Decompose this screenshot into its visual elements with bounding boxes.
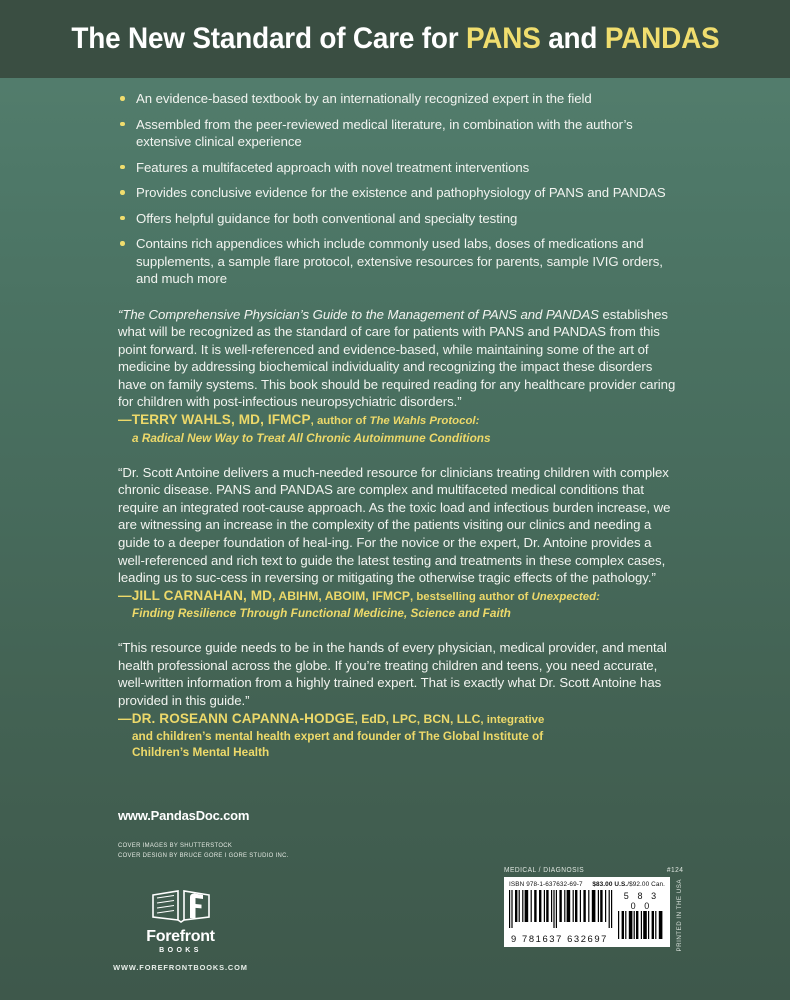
- attribution-role: , bestselling author of: [410, 590, 532, 603]
- attribution-name: —TERRY WAHLS, MD, IFMCP: [118, 412, 311, 428]
- header-band: [0, 0, 790, 78]
- list-item: Features a multifaceted approach with novel treatment interventions: [118, 159, 678, 177]
- publisher-logo-block: [113, 884, 248, 972]
- addon5-digits: 5 8 3 0 0: [623, 891, 660, 911]
- testimonial-text: “This resource guide needs to be in the hands of every physician, medical provider, and mental health professional across the globe. If you’re treating children and teens, you need accurate, well-written information from a highly trained expert. That is exactly what Dr. Scott Antoine has provided in this guide.”: [118, 640, 667, 708]
- barcode-block: [504, 865, 684, 952]
- testimonial-text: “Dr. Scott Antoine delivers a much-needed resource for clinicians treating children with complex chronic disease. PANS and PANDAS are complex and multifaceted medical conditions that require an integrated root-cause approach. As the toxic load and infectious burden increase, we are witnessing an increase in the complexity of the patients visiting our clinics and needing a guide to a deeper foundation of heal-ing. For the novice or the expert, Dr. Antoine provides a well-referenced and rich text to guide the latest testing and treatments in these complex cases, leading us to suc-cess in reversing or mitigating the otherwise tragic effects of the pathology.”: [118, 464, 671, 586]
- publisher-name: Forefront: [146, 928, 215, 945]
- testimonial-carnahan: [118, 464, 678, 622]
- printed-in-usa-label: PRINTED IN THE USA: [676, 879, 683, 952]
- price-can: $92.00 Can.: [629, 881, 665, 888]
- cover-content: [118, 90, 678, 760]
- ean13-barcode-icon: [509, 890, 613, 928]
- testimonial-book-title: “The Comprehensive Physician’s Guide to the Management of PANS and PANDAS: [118, 306, 599, 322]
- cover-credits: [118, 841, 289, 861]
- attribution-credentials: , EdD, LPC, BCN, LLC: [354, 711, 481, 726]
- attribution-subtitle-2: Children’s Mental Health: [132, 745, 270, 760]
- list-item: Provides conclusive evidence for the existence and pathophysiology of PANS and PANDAS: [118, 184, 678, 202]
- price-separator: /: [627, 881, 630, 888]
- price-us: $83.00 U.S.: [592, 881, 628, 888]
- testimonial-attribution: [118, 412, 678, 430]
- bisac-code: #124: [666, 865, 684, 874]
- addon5-barcode-icon: [618, 911, 664, 939]
- attribution-name: —JILL CARNAHAN, MD: [118, 587, 273, 603]
- attribution-name: —DR. ROSEANN CAPANNA-HODGE: [118, 710, 355, 726]
- author-website-link[interactable]: www.PandasDoc.com: [118, 808, 250, 823]
- testimonial-body: establishes what will be recognized as the standard of care for patients with PANS and PANDAS from this point forward. It is well-referenced and evidence-based, while maintaining some of the art of medicine by addressing biochemical individuality and recognizing the impact these disorders have on family systems. This book should be required reading for any healthcare provider caring for children with post-infectious neuropsychiatric disorders.”: [118, 306, 676, 410]
- isbn-price-row: [509, 881, 665, 888]
- credit-line-images: COVER IMAGES BY SHUTTERSTOCK: [118, 842, 233, 849]
- title-part-2: and: [540, 22, 605, 55]
- attribution-role: , author of: [310, 415, 370, 428]
- barcode-bars-wrap: [509, 890, 665, 944]
- testimonial-attribution: [118, 711, 678, 729]
- title-part-1: The New Standard of Care for: [70, 22, 466, 55]
- list-item: Assembled from the peer-reviewed medical literature, in combination with the author’s extensive clinical experience: [118, 116, 678, 151]
- attribution-work: Unexpected:: [531, 590, 600, 603]
- attribution-subtitle: Finding Resilience Through Functional Medicine, Science and Faith: [132, 606, 511, 621]
- barcode-white-box: [504, 877, 670, 947]
- testimonial-wahls: [118, 306, 678, 446]
- attribution-subtitle: a Radical New Way to Treat All Chronic Autoimmune Conditions: [132, 430, 491, 445]
- bisac-category: MEDICAL / DIAGNOSIS: [504, 865, 585, 874]
- testimonial-attribution: [118, 588, 678, 606]
- attribution-credentials: , ABIHM, ABOIM, IFMCP: [272, 588, 410, 603]
- isbn-number: ISBN 978-1-637632-69-7: [509, 881, 583, 888]
- page-title: [71, 22, 719, 56]
- attribution-work: The Wahls Protocol:: [369, 415, 480, 428]
- list-item: An evidence-based textbook by an internationally recognized expert in the field: [118, 90, 678, 108]
- testimonial-capanna-hodge: [118, 639, 678, 760]
- publisher-website[interactable]: WWW.FOREFRONTBOOKS.COM: [113, 963, 248, 972]
- list-item: Contains rich appendices which include commonly used labs, doses of medications and supplements, a sample flare protocol, extensive resources for parents, sample IVIG orders, and much more: [118, 235, 678, 288]
- title-highlight-pandas: PANDAS: [604, 22, 720, 55]
- addon5-group: [618, 891, 665, 944]
- ean13-group: [509, 890, 613, 944]
- ean13-digits: 9 781637 632697: [511, 933, 608, 944]
- publisher-subtitle: BOOKS: [159, 947, 202, 954]
- testimonial-text: [118, 306, 678, 412]
- attribution-role: , integrative: [480, 713, 545, 726]
- list-item: Offers helpful guidance for both conventional and specialty testing: [118, 210, 678, 228]
- title-highlight-pans: PANS: [465, 22, 541, 55]
- open-book-icon: [150, 884, 212, 926]
- price-group: [592, 881, 665, 888]
- attribution-subtitle: and children’s mental health expert and founder of The Global Institute of: [132, 729, 544, 744]
- credit-line-design: COVER DESIGN BY BRUCE GORE I GORE STUDIO INC.: [118, 852, 289, 859]
- feature-bullet-list: [118, 90, 678, 288]
- bisac-category-row: [504, 865, 683, 877]
